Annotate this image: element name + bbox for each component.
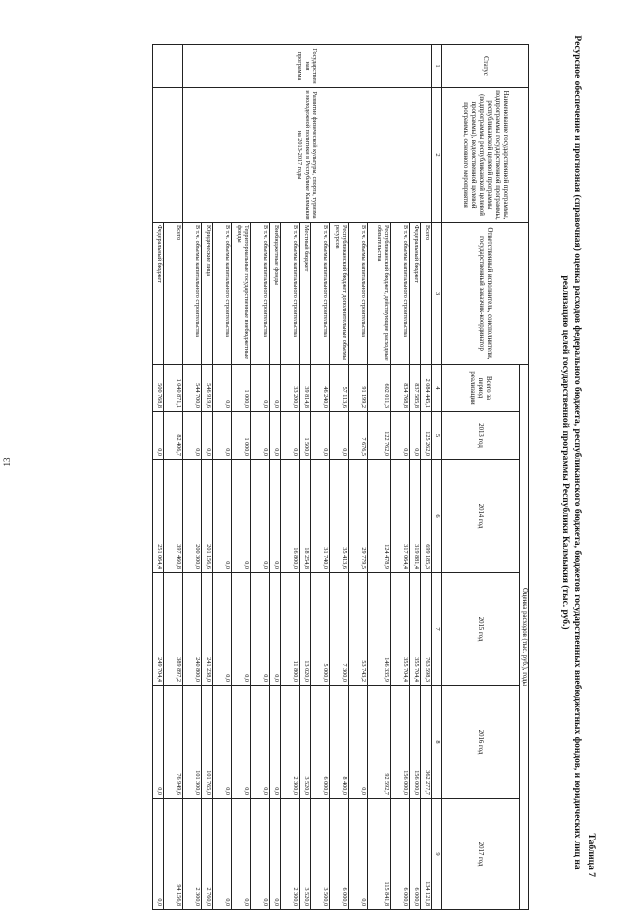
sub-name-cell	[153, 88, 183, 223]
col-number: 1	[432, 45, 442, 88]
year-value: 29 779,5	[349, 460, 368, 573]
page-number: 13	[2, 457, 12, 467]
year-value: 0,0	[213, 412, 232, 460]
document-title: Ресурсное обеспечение и прогнозная (справочная) оценка расходов федерального бюджета, республиканского бюджета, бюджетов государственных внебюджетных фондов, и юридических лиц на реализацию целей государственной программы Республики Калмыкия (тыс. руб.)	[560, 35, 582, 870]
year-value: 397 460,8	[164, 460, 183, 573]
total-value: 0,0	[270, 365, 281, 412]
col-number: 7	[432, 573, 442, 686]
header-row-1	[520, 45, 529, 910]
total-value: 2 084 445,1	[421, 365, 432, 412]
row-label: Местный бюджет	[300, 223, 311, 365]
year-value: 355 704,4	[391, 573, 410, 686]
year-value: 2 300,0	[281, 799, 300, 910]
year-value: 2 300,0	[281, 686, 300, 799]
total-value: 834 768,8	[391, 365, 410, 412]
year-value: 0,0	[232, 799, 251, 910]
col-number: 4	[432, 365, 442, 412]
year-value: 7 300,0	[330, 573, 349, 686]
year-value: 0,0	[251, 460, 270, 573]
year-value: 0,0	[281, 412, 300, 460]
year-value: 0,0	[330, 412, 349, 460]
row-label: В т.ч. объемы капитального строительства	[213, 223, 232, 365]
row-label: Всего	[164, 223, 183, 365]
year-value: 6 000,0	[330, 799, 349, 910]
year-value: 31 740,0	[311, 460, 330, 573]
header-total: Всего за период реализации	[442, 365, 520, 412]
col-number: 6	[432, 460, 442, 573]
year-value: 699 185,3	[421, 460, 432, 573]
year-value: 200 300,0	[183, 460, 202, 573]
year-value: 7 676,5	[349, 412, 368, 460]
total-value: 546 919,6	[202, 365, 213, 412]
year-value: 0,0	[251, 799, 270, 910]
year-value: 101 765,0	[202, 686, 213, 799]
total-value: 602 011,3	[368, 365, 391, 412]
year-value: 1 500,0	[300, 412, 311, 460]
year-value: 0,0	[213, 799, 232, 910]
year-value: 1 000,0	[232, 412, 251, 460]
year-value: 122 762,0	[368, 412, 391, 460]
year-value: 35 413,6	[330, 460, 349, 573]
col-number: 9	[432, 799, 442, 910]
year-value: 362 277,7	[421, 686, 432, 799]
year-value: 0,0	[213, 460, 232, 573]
year-value: 0,0	[391, 412, 410, 460]
year-value: 319 881,4	[410, 460, 421, 573]
row-label: Республиканский бюджет дополнительные объемы ресурсов	[330, 223, 349, 365]
year-value: 101 300,0	[183, 686, 202, 799]
program-status: Государственная программа	[183, 45, 432, 88]
header-year: 2015 год	[442, 573, 520, 686]
year-value: 82 406,7	[164, 412, 183, 460]
year-value: 146 335,9	[368, 573, 391, 686]
col-number: 2	[432, 88, 442, 223]
year-value: 18 254,8	[300, 460, 311, 573]
year-value: 8 400,0	[330, 686, 349, 799]
year-value: 53 743,2	[349, 573, 368, 686]
year-value: 16 800,0	[281, 460, 300, 573]
row-label: Республиканский бюджет, действующие расходные обязательства	[368, 223, 391, 365]
header-year: 2017 год	[442, 799, 520, 910]
table-row	[164, 45, 183, 910]
year-value: 240 800,0	[183, 573, 202, 686]
table-number: Таблица 7	[586, 833, 596, 877]
resource-table	[152, 44, 529, 910]
row-label: В т.ч. объемы капитального строительства	[183, 223, 202, 365]
year-value: 6 000,0	[410, 799, 421, 910]
header-executor: Ответственный исполнитель, соисполнители, государственный заказчик-координатор	[442, 223, 529, 365]
col-number: 8	[432, 686, 442, 799]
year-value: 0,0	[183, 412, 202, 460]
total-value: 0,0	[213, 365, 232, 412]
year-value: 0,0	[270, 573, 281, 686]
col-number: 3	[432, 223, 442, 365]
year-value: 0,0	[270, 460, 281, 573]
total-value: 1 040 871,1	[164, 365, 183, 412]
total-value: 0,0	[251, 365, 270, 412]
row-label: В т.ч. объемы капитального строительства	[311, 223, 330, 365]
header-year: 2013 год	[442, 412, 520, 460]
total-value: 837 585,8	[410, 365, 421, 412]
year-value: 76 949,6	[164, 686, 183, 799]
year-value: 0,0	[213, 686, 232, 799]
year-value: 249 704,4	[153, 573, 164, 686]
header-estimate: Оценка расходов (тыс. руб.), годы	[520, 365, 529, 910]
year-value: 0,0	[270, 686, 281, 799]
year-value: 6 000,0	[391, 799, 410, 910]
year-value: 0,0	[232, 686, 251, 799]
year-value: 13 020,0	[300, 573, 311, 686]
year-value: 0,0	[251, 686, 270, 799]
year-value: 251 064,4	[153, 460, 164, 573]
year-value: 3 520,0	[300, 686, 311, 799]
year-value: 355 704,4	[410, 573, 421, 686]
year-value: 0,0	[251, 412, 270, 460]
year-value: 0,0	[311, 412, 330, 460]
year-value: 0,0	[270, 412, 281, 460]
year-value: 124 478,9	[368, 460, 391, 573]
row-label: В т.ч. объемы капитального строительства	[281, 223, 300, 365]
year-value: 156 000,0	[391, 686, 410, 799]
year-value: 92 592,7	[368, 686, 391, 799]
year-value: 0,0	[349, 799, 368, 910]
row-label: Федеральный бюджет	[153, 223, 164, 365]
year-value: 11 800,0	[281, 573, 300, 686]
total-value: 91 199,2	[349, 365, 368, 412]
year-value: 125 262,0	[421, 412, 432, 460]
year-value: 389 897,2	[164, 573, 183, 686]
year-value: 94 156,8	[164, 799, 183, 910]
header-year: 2016 год	[442, 686, 520, 799]
year-value: 134 121,8	[421, 799, 432, 910]
year-value: 2 760,0	[202, 799, 213, 910]
row-label: Внебюджетные фонды	[270, 223, 281, 365]
total-value: 46 240,0	[311, 365, 330, 412]
year-value: 0,0	[153, 799, 164, 910]
header-status: Статус	[442, 45, 529, 88]
year-value: 317 064,4	[391, 460, 410, 573]
header-name: Наименование государственной программы, подпрограммы государственной программы, республиканской целевой программы (подпрограммы республиканской целевой программы), ведомственной целевой программы, основного мероприятия	[442, 88, 529, 223]
row-label: Юридические лица	[202, 223, 213, 365]
year-value: 0,0	[232, 573, 251, 686]
row-label: Всего	[421, 223, 432, 365]
column-number-row	[432, 45, 442, 910]
year-value: 5 000,0	[311, 573, 330, 686]
year-value: 0,0	[213, 573, 232, 686]
year-value: 0,0	[270, 799, 281, 910]
col-number: 5	[432, 412, 442, 460]
year-value: 3 520,0	[300, 799, 311, 910]
year-value: 0,0	[251, 573, 270, 686]
year-value: 115 841,8	[368, 799, 391, 910]
row-label: Федеральный бюджет	[410, 223, 421, 365]
total-value: 57 113,6	[330, 365, 349, 412]
program-name: Развитие физической культуры, спорта, туризма и молодежной политики в Республике Калмыкия на 2013-2017 годы	[183, 88, 432, 223]
year-value: 2 300,0	[183, 799, 202, 910]
total-value: 33 200,0	[281, 365, 300, 412]
header-year: 2014 год	[442, 460, 520, 573]
row-label: Территориальные государственные внебюджетные фонды	[232, 223, 251, 365]
year-value: 763 598,3	[421, 573, 432, 686]
year-value: 241 238,0	[202, 573, 213, 686]
row-label: В т.ч. объемы капитального строительства	[251, 223, 270, 365]
year-value: 0,0	[153, 412, 164, 460]
row-label: В т.ч. объемы капитального строительства	[349, 223, 368, 365]
year-value: 0,0	[153, 686, 164, 799]
total-value: 39 814,8	[300, 365, 311, 412]
year-value: 0,0	[202, 412, 213, 460]
total-value: 544 700,0	[183, 365, 202, 412]
total-value: 500 768,8	[153, 365, 164, 412]
year-value: 0,0	[410, 412, 421, 460]
table-row	[421, 45, 432, 910]
sub-status-cell	[153, 45, 183, 88]
year-value: 201 156,6	[202, 460, 213, 573]
year-value: 6 000,0	[311, 686, 330, 799]
row-label: В т.ч. объемы капитального строительства	[391, 223, 410, 365]
year-value: 0,0	[349, 686, 368, 799]
total-value: 1 000,0	[232, 365, 251, 412]
year-value: 3 500,0	[311, 799, 330, 910]
year-value: 156 000,0	[410, 686, 421, 799]
year-value: 0,0	[232, 460, 251, 573]
